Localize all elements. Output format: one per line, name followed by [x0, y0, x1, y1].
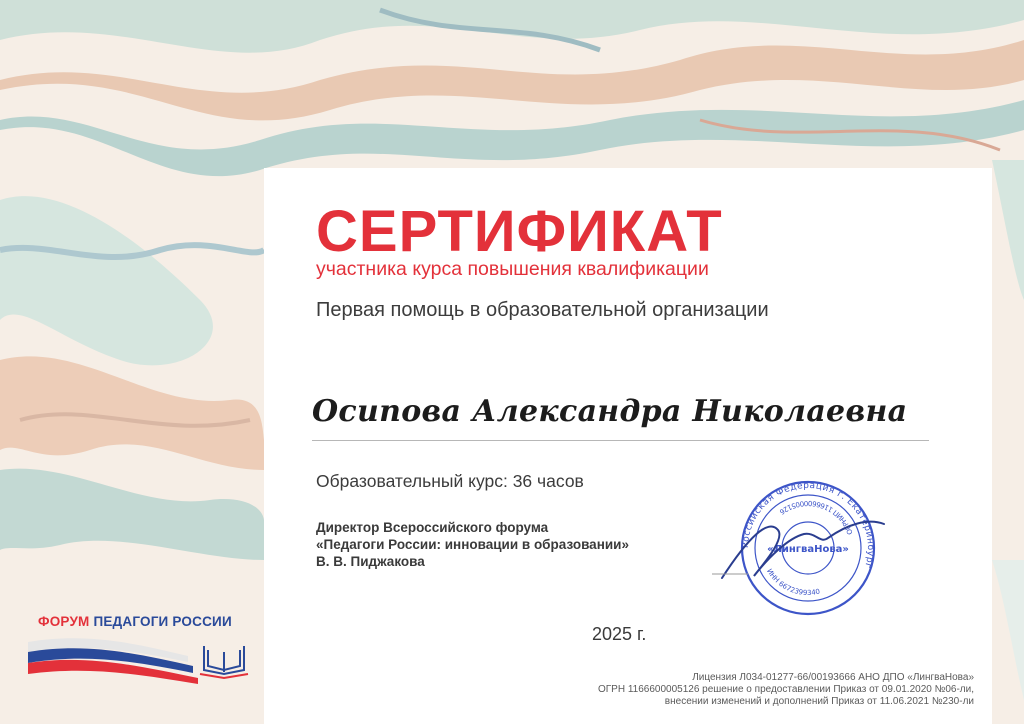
certificate-subtitle: участника курса повышения квалификации [316, 258, 709, 280]
recipient-underline [312, 440, 929, 441]
forum-logo-text [38, 614, 232, 629]
director-name: В. В. Пиджакова [316, 554, 425, 569]
recipient-name: Осипова Александра Николаевна [312, 394, 908, 429]
issue-year: 2025 г. [592, 624, 647, 644]
forum-logo [28, 612, 258, 684]
license-line-2: ОГРН 1166600005126 решение о предоставлении Приказ от 09.01.2020 №06-ли, [597, 684, 974, 695]
course-name: Первая помощь в образовательной организации [316, 299, 769, 321]
open-book-icon [200, 646, 248, 678]
stamp-ring-text: Российская Федерация г. Екатеринбург [740, 480, 876, 570]
certificate-title: СЕРТИФИКАТ [316, 199, 723, 264]
svg-text:Российская Федерация г. Екатер [741, 481, 875, 570]
license-line-1: Лицензия Л034-01277-66/00193666 АНО ДПО «ЛингваНова» [692, 672, 974, 683]
director-title: Директор Всероссийского форума [316, 520, 549, 535]
official-stamp [708, 478, 908, 618]
russian-flag-swoosh-icon [28, 626, 258, 684]
stamp-center-text: «ЛингваНова» [767, 544, 849, 555]
svg-text:ИНН 6672399340 [765, 567, 821, 597]
director-block [316, 519, 629, 570]
logo-word-forum: ФОРУМ [38, 614, 90, 629]
director-forum: «Педагоги России: инновации в образовании» [316, 537, 629, 552]
logo-word-pedagogi: ПЕДАГОГИ РОССИИ [93, 614, 232, 629]
course-hours: Образовательный курс: 36 часов [316, 471, 584, 491]
license-line-3: внесении изменений и дополнений Приказ от 11.06.2021 №230-ли [664, 696, 974, 707]
stamp-inn: ИНН 6672399340 [765, 567, 821, 598]
stamp-ogrnip: ОГРНИП 1166600005126 [777, 498, 855, 536]
license-info [598, 672, 974, 708]
